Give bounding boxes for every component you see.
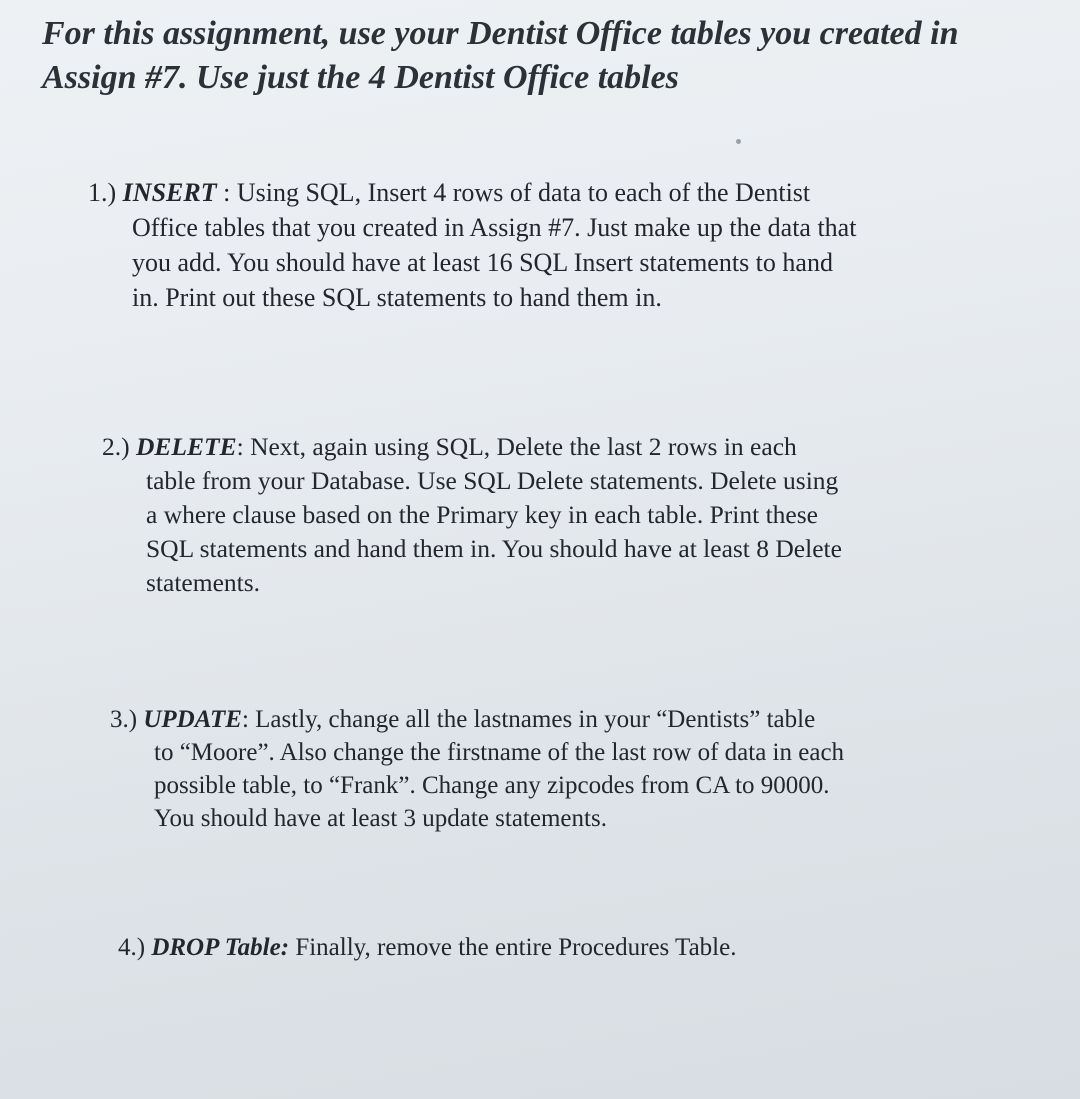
task-text: possible table, to “Frank”. Change any zipcodes from CA to 90000. (154, 772, 830, 799)
heading-line-2: Assign #7. Use just the 4 Dentist Office tables (42, 59, 679, 96)
task-text: Using SQL, Insert 4 rows of data to each of the Dentist (230, 178, 811, 207)
task-drop-table (118, 930, 736, 965)
task-keyword: DELETE (136, 432, 237, 461)
heading-line-1: For this assignment, use your Dentist Office tables you created in (42, 15, 959, 52)
task-update-first-line (110, 703, 844, 736)
task-separator: : (236, 432, 244, 461)
assignment-heading (42, 12, 1042, 100)
task-delete (102, 430, 842, 600)
task-keyword: DROP Table: (151, 934, 290, 961)
task-number: 2.) (102, 432, 130, 461)
task-text: table from your Database. Use SQL Delete statements. Delete using (146, 466, 839, 495)
task-text: SQL statements and hand them in. You should have at least 8 Delete (146, 534, 842, 563)
task-text: in. Print out these SQL statements to hand them in. (132, 283, 662, 312)
task-text: a where clause based on the Primary key in each table. Print these (146, 500, 818, 529)
task-drop-first-line (118, 930, 736, 965)
task-update (110, 703, 844, 835)
task-text: statements. (146, 568, 261, 597)
task-text: Lastly, change all the lastnames in your “Dentists” table (248, 706, 816, 733)
task-insert (88, 175, 856, 315)
task-delete-first-line (102, 430, 842, 464)
task-text: Office tables that you created in Assign #7. Just make up the data that (132, 213, 857, 242)
task-text: Next, again using SQL, Delete the last 2 rows in each (243, 432, 797, 461)
task-text: You should have at least 3 update statements. (154, 805, 607, 832)
task-number: 1.) (88, 178, 117, 207)
task-separator: : (216, 178, 231, 207)
task-insert-first-line (88, 175, 856, 210)
task-keyword: INSERT (122, 178, 217, 207)
paper-speck (736, 139, 741, 144)
task-keyword: UPDATE (143, 706, 242, 733)
task-number: 4.) (118, 934, 146, 961)
task-text: to “Moore”. Also change the firstname of the last row of data in each (154, 739, 845, 766)
task-text: Finally, remove the entire Procedures Table. (289, 934, 737, 961)
task-number: 3.) (110, 706, 138, 733)
task-text: you add. You should have at least 16 SQL Insert statements to hand (132, 248, 833, 277)
task-separator: : (241, 706, 249, 733)
